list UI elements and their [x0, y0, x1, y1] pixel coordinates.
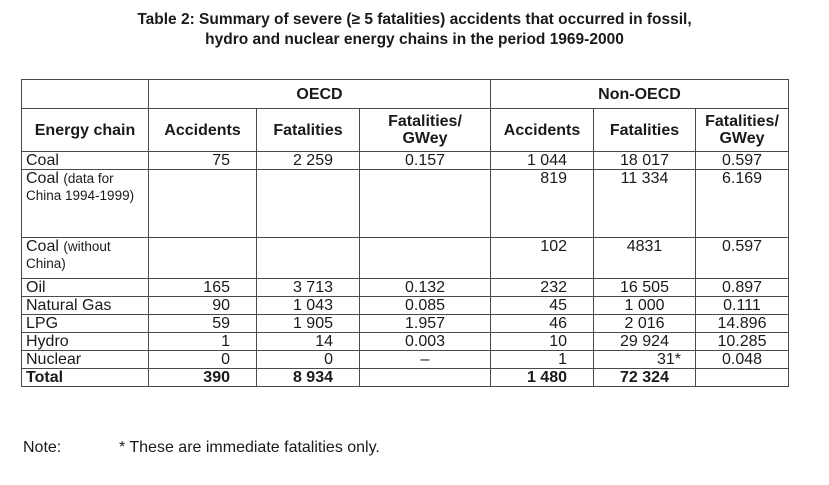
- oecd-fatalities-cell: 2 259: [257, 152, 360, 170]
- table-title: [0, 10, 829, 50]
- non-oecd-fatalities-per-gwey-cell: 0.597: [696, 238, 789, 279]
- non-oecd-fatalities-cell: 18 017: [594, 152, 696, 170]
- oecd-accidents-cell: 90: [149, 297, 257, 315]
- column-header-row: [22, 109, 789, 152]
- oecd-accidents-cell: [149, 170, 257, 238]
- group-header-oecd: OECD: [149, 80, 491, 109]
- oecd-accidents-cell: 0: [149, 351, 257, 369]
- table-row-nuclear: [22, 351, 789, 369]
- energy-chain-cell: Coal: [22, 152, 149, 170]
- non-oecd-accidents-cell: 102: [491, 238, 594, 279]
- table-row-coal-china: [22, 170, 789, 238]
- empty-corner-cell: [22, 80, 149, 109]
- non-oecd-accidents-cell: 45: [491, 297, 594, 315]
- energy-chain-cell: LPG: [22, 315, 149, 333]
- oecd-accidents-cell: 75: [149, 152, 257, 170]
- oecd-fatalities-per-gwey-cell: 0.132: [360, 279, 491, 297]
- table-note: [23, 439, 380, 457]
- energy-chain-cell: Hydro: [22, 333, 149, 351]
- non-oecd-accidents-cell: 1 480: [491, 369, 594, 387]
- oecd-fatalities-per-gwey-cell: 0.157: [360, 152, 491, 170]
- table-row-total: [22, 369, 789, 387]
- energy-chain-cell: Total: [22, 369, 149, 387]
- non-oecd-fatalities-cell: 4831: [594, 238, 696, 279]
- energy-chain-qualifier: (data for China 1994-1999): [26, 171, 135, 203]
- table-row-coal: [22, 152, 789, 170]
- energy-chain-main: Coal: [26, 238, 59, 255]
- oecd-accidents-cell: 1: [149, 333, 257, 351]
- non-oecd-fatalities-cell: 16 505: [594, 279, 696, 297]
- non-oecd-accidents-cell: 232: [491, 279, 594, 297]
- oecd-fatalities-per-gwey-cell: 1.957: [360, 315, 491, 333]
- oecd-fatalities-cell: 3 713: [257, 279, 360, 297]
- table-title-line-1: Table 2: Summary of severe (≥ 5 fatalities) accidents that occurred in fossil,: [137, 11, 692, 28]
- oecd-fatalities-per-gwey-cell: [360, 369, 491, 387]
- non-oecd-fatalities-per-gwey-cell: 0.597: [696, 152, 789, 170]
- energy-chain-qualifier: (without China): [26, 239, 111, 271]
- oecd-accidents-cell: 59: [149, 315, 257, 333]
- oecd-fatalities-cell: [257, 170, 360, 238]
- col-header-oecd-accidents: Accidents: [149, 109, 257, 152]
- energy-chain-cell: Oil: [22, 279, 149, 297]
- energy-chain-cell: [26, 238, 144, 272]
- non-oecd-accidents-cell: 1: [491, 351, 594, 369]
- col-header-oecd-fatalities-per-gwey: Fatalities/ GWey: [360, 109, 491, 152]
- oecd-fatalities-cell: 0: [257, 351, 360, 369]
- oecd-fatalities-cell: 1 043: [257, 297, 360, 315]
- non-oecd-fatalities-per-gwey-cell: 0.111: [696, 297, 789, 315]
- non-oecd-fatalities-per-gwey-cell: 10.285: [696, 333, 789, 351]
- non-oecd-fatalities-cell: 72 324: [594, 369, 696, 387]
- non-oecd-fatalities-cell: 31*: [594, 351, 696, 369]
- oecd-accidents-cell: 165: [149, 279, 257, 297]
- non-oecd-fatalities-cell: 29 924: [594, 333, 696, 351]
- oecd-fatalities-per-gwey-cell: 0.003: [360, 333, 491, 351]
- non-oecd-fatalities-cell: 1 000: [594, 297, 696, 315]
- col-header-energy-chain: Energy chain: [22, 109, 149, 152]
- oecd-fatalities-per-gwey-cell: [360, 238, 491, 279]
- non-oecd-accidents-cell: 46: [491, 315, 594, 333]
- group-header-non-oecd: Non-OECD: [491, 80, 789, 109]
- table-row-natural-gas: [22, 297, 789, 315]
- oecd-fatalities-cell: 8 934: [257, 369, 360, 387]
- oecd-fatalities-cell: [257, 238, 360, 279]
- accidents-table: [21, 79, 789, 387]
- table-row-coal-without-china: [22, 238, 789, 279]
- non-oecd-accidents-cell: 819: [491, 170, 594, 238]
- oecd-accidents-cell: [149, 238, 257, 279]
- oecd-accidents-cell: 390: [149, 369, 257, 387]
- non-oecd-accidents-cell: 1 044: [491, 152, 594, 170]
- oecd-fatalities-cell: 1 905: [257, 315, 360, 333]
- non-oecd-accidents-cell: 10: [491, 333, 594, 351]
- col-header-non-oecd-fatalities-per-gwey: Fatalities/ GWey: [696, 109, 789, 152]
- non-oecd-fatalities-per-gwey-cell: 0.897: [696, 279, 789, 297]
- non-oecd-fatalities-per-gwey-cell: 6.169: [696, 170, 789, 238]
- note-label: Note:: [23, 439, 62, 456]
- oecd-fatalities-per-gwey-cell: 0.085: [360, 297, 491, 315]
- oecd-fatalities-per-gwey-cell: –: [360, 351, 491, 369]
- table-row-hydro: [22, 333, 789, 351]
- col-header-oecd-fatalities: Fatalities: [257, 109, 360, 152]
- col-header-non-oecd-accidents: Accidents: [491, 109, 594, 152]
- non-oecd-fatalities-per-gwey-cell: [696, 369, 789, 387]
- oecd-fatalities-per-gwey-cell: [360, 170, 491, 238]
- energy-chain-cell: Natural Gas: [22, 297, 149, 315]
- note-text: * These are immediate fatalities only.: [119, 439, 380, 456]
- table-title-line-2: hydro and nuclear energy chains in the period 1969-2000: [205, 31, 624, 48]
- table-row-lpg: [22, 315, 789, 333]
- energy-chain-cell: Nuclear: [22, 351, 149, 369]
- energy-chain-main: Coal: [26, 170, 59, 187]
- energy-chain-cell: [26, 170, 144, 204]
- col-header-non-oecd-fatalities: Fatalities: [594, 109, 696, 152]
- non-oecd-fatalities-per-gwey-cell: 14.896: [696, 315, 789, 333]
- table-row-oil: [22, 279, 789, 297]
- non-oecd-fatalities-cell: 11 334: [594, 170, 696, 238]
- non-oecd-fatalities-cell: 2 016: [594, 315, 696, 333]
- non-oecd-fatalities-per-gwey-cell: 0.048: [696, 351, 789, 369]
- oecd-fatalities-cell: 14: [257, 333, 360, 351]
- group-header-row: [22, 80, 789, 109]
